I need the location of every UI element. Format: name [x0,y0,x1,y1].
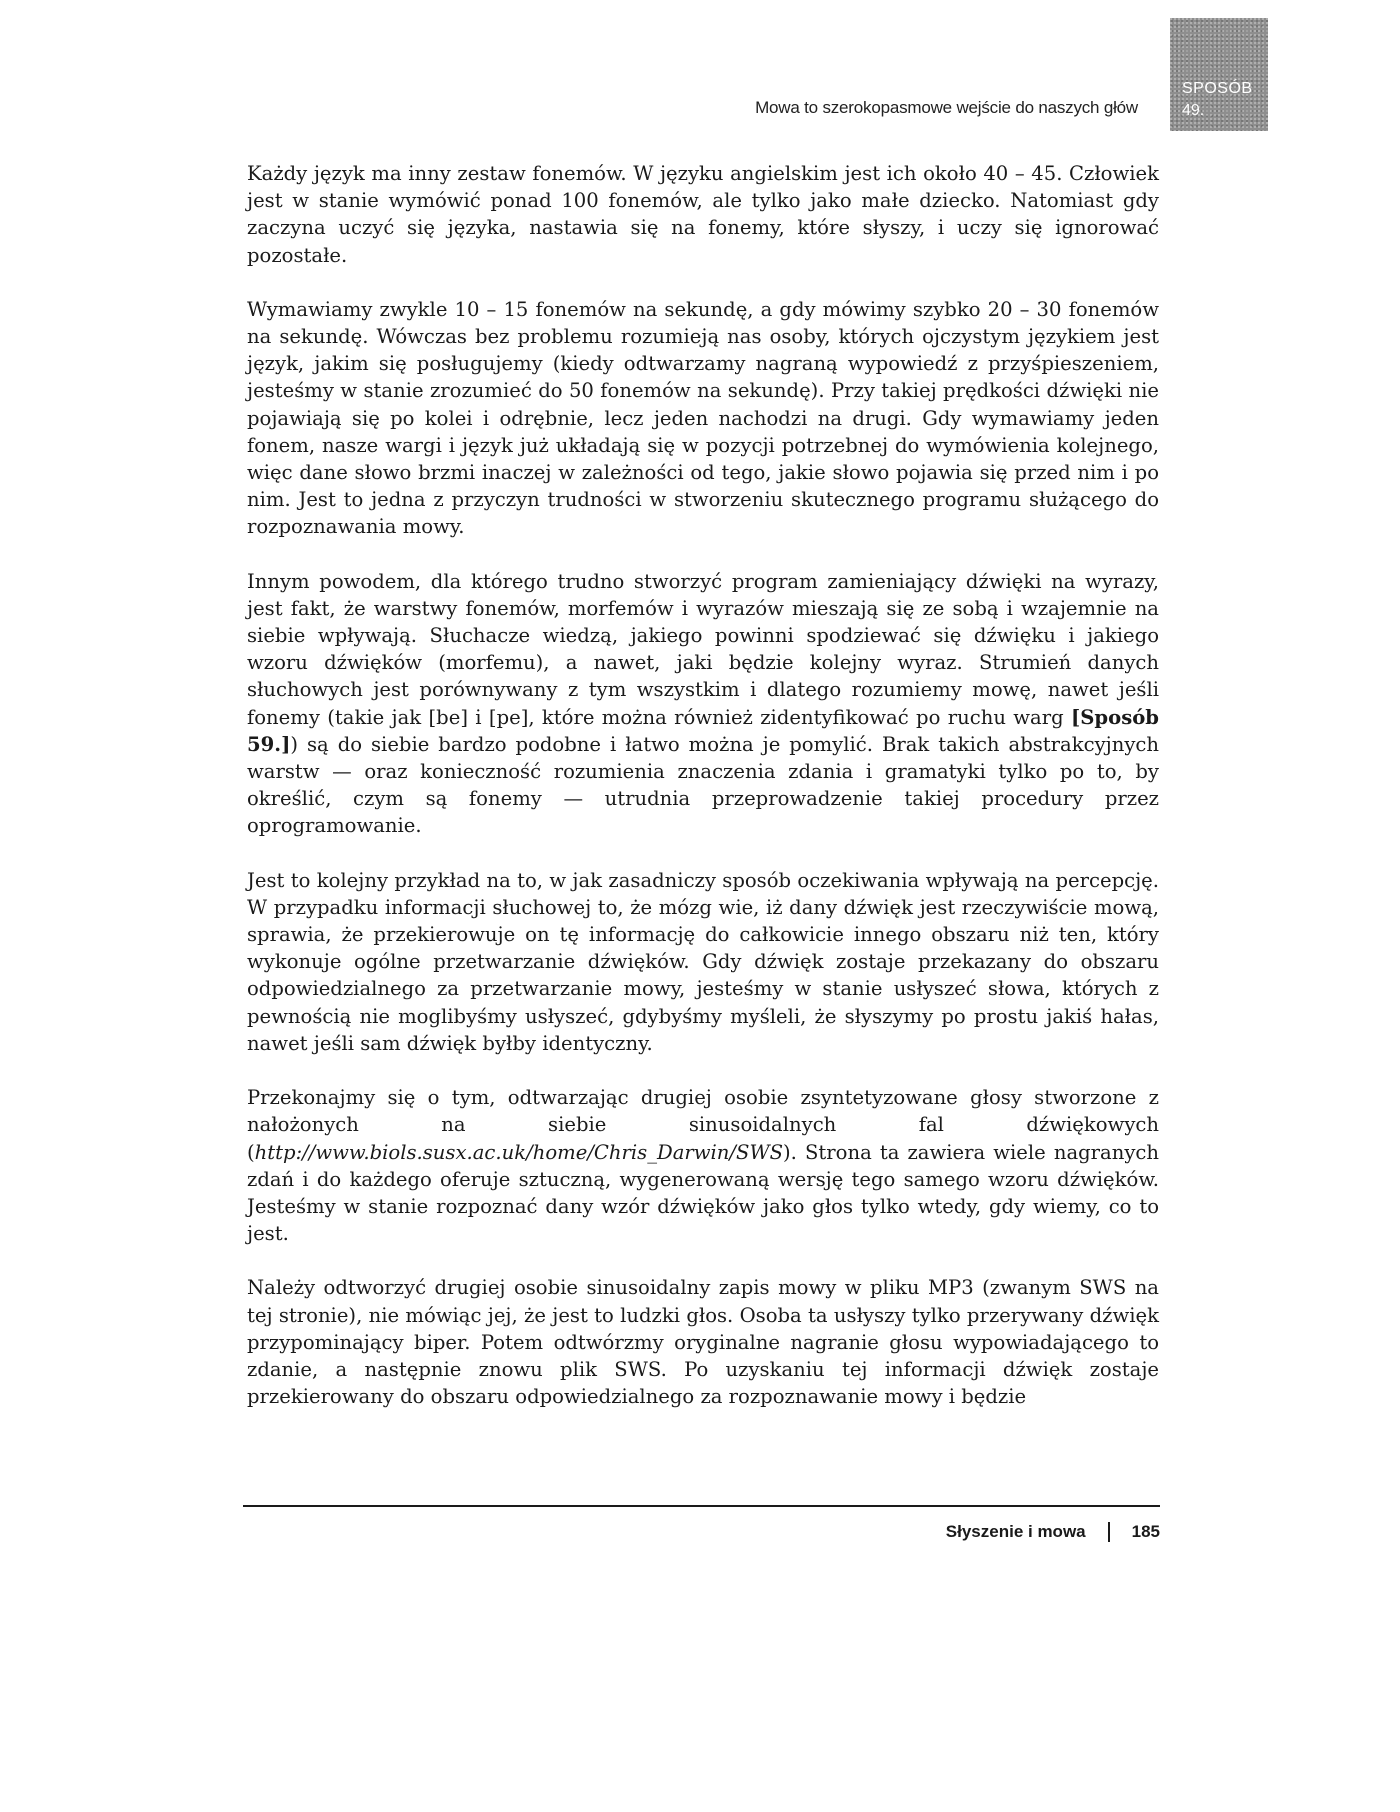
page-footer [946,1522,1160,1542]
url-reference: http://www.biols.susx.ac.uk/home/Chris_Darwin/SWS [254,1140,784,1164]
paragraph-3-text-a: Innym powodem, dla którego trudno stworzyć program zamieniający dźwięki na wyrazy, jest fakt, że warstwy fonemów, morfemów i wyrazów mieszają się ze sobą i wzajemnie na siebie wpływają. Słuchacze wiedzą, jakiego powinni spodziewać się dźwięku i jakiego wzoru dźwięków (morfemu), a nawet, jaki będzie kolejny wyraz. Strumień danych słuchowych jest porównywany z tym wszystkim i dlatego rozumiemy mowę, nawet jeśli fonemy (takie jak [be] i [pe], które można również zidentyfikować po ruchu warg [247,569,1159,729]
badge-label: SPOSÓB [1182,80,1253,97]
paragraph-5-text-b: ). Strona ta zawiera wiele nagranych zdań i do każdego oferuje sztuczną, wygenerowaną wersję tego samego wzoru dźwięków. Jesteśmy w stanie rozpoznać dany wzór dźwięków jako głos tylko wtedy, gdy wiemy, co to jest. [247,1140,1159,1246]
paragraph-2: Wymawiamy zwykle 10 – 15 fonemów na sekundę, a gdy mówimy szybko 20 – 30 fonemów na sekundę. Wówczas bez problemu rozumieją nas osoby, których ojczystym językiem jest język, jakim się posługujemy (kiedy odtwarzamy nagraną wypowiedź z przyśpieszeniem, jesteśmy w stanie zrozumieć do 50 fonemów na sekundę). Przy takiej prędkości dźwięki nie pojawiają się po kolei i odrębnie, lecz jeden nachodzi na drugi. Gdy wymawiamy jeden fonem, nasze wargi i język już układają się w pozycji potrzebnej do wymówienia kolejnego, więc dane słowo brzmi inaczej w zależności od tego, jakie słowo pojawia się przed nim i po nim. Jest to jedna z przyczyn trudności w stworzeniu skutecznego programu służącego do rozpoznawania mowy. [247,297,1159,539]
paragraph-5 [247,1084,1159,1247]
footer-separator [1108,1522,1110,1542]
page-number: 185 [1131,1522,1160,1541]
section-badge [1170,18,1268,131]
page-body [247,160,1159,1437]
paragraph-3 [247,568,1159,840]
footer-section-title: Słyszenie i mowa [945,1522,1086,1541]
paragraph-6: Należy odtworzyć drugiej osobie sinusoidalny zapis mowy w pliku MP3 (zwanym SWS na tej stronie), nie mówiąc jej, że jest to ludzki głos. Osoba ta usłyszy tylko przerywany dźwięk przypominający biper. Potem odtwórzmy oryginalne nagranie głosu wypowiadającego to zdanie, a następnie znowu plik SWS. Po uzyskaniu tej informacji dźwięk zostaje przekierowany do obszaru odpowiedzialnego za rozpoznawanie mowy i będzie [247,1276,1159,1409]
paragraph-4: Jest to kolejny przykład na to, w jak zasadniczy sposób oczekiwania wpływają na percepcję. W przypadku informacji słuchowej to, że mózg wie, iż dany dźwięk jest rzeczywiście mową, sprawia, że przekierowuje on tę informację do całkowicie innego obszaru niż ten, który wykonuje ogólne przetwarzanie dźwięków. Gdy dźwięk zostaje przekazany do obszaru odpowiedzialnego za przetwarzanie mowy, jesteśmy w stanie usłyszeć słowa, których z pewnością nie moglibyśmy usłyszeć, gdybyśmy myśleli, że słyszymy po prostu jakiś hałas, nawet jeśli sam dźwięk byłby identyczny. [247,868,1159,1055]
paragraph-1: Każdy język ma inny zestaw fonemów. W języku angielskim jest ich około 40 – 45. Człowiek jest w stanie wymówić ponad 100 fonemów, ale tylko jako małe dziecko. Natomiast gdy zaczyna uczyć się języka, nastawia się na fonemy, które słyszy, i uczy się ignorować pozostałe. [247,162,1159,267]
footer-divider [243,1505,1160,1507]
badge-number: 49. [1182,102,1205,119]
cross-reference: [Sposób 59.] [247,705,1159,756]
paragraph-3-text-b: ) są do siebie bardzo podobne i łatwo można je pomylić. Brak takich abstrakcyjnych warstw — oraz konieczność rozumienia znaczenia zdania i gramatyki tylko po to, by określić, czym są fonemy — utrudnia przeprowadzenie takiej procedury przez oprogramowanie. [247,732,1159,838]
running-header-title: Mowa to szerokopasmowe wejście do naszych głów [755,98,1138,117]
paragraph-5-text-a: Przekonajmy się o tym, odtwarzając drugiej osobie zsyntetyzowane głosy stworzone z nałożonych na siebie sinusoidalnych fal dźwiękowych ( [247,1086,1159,1164]
